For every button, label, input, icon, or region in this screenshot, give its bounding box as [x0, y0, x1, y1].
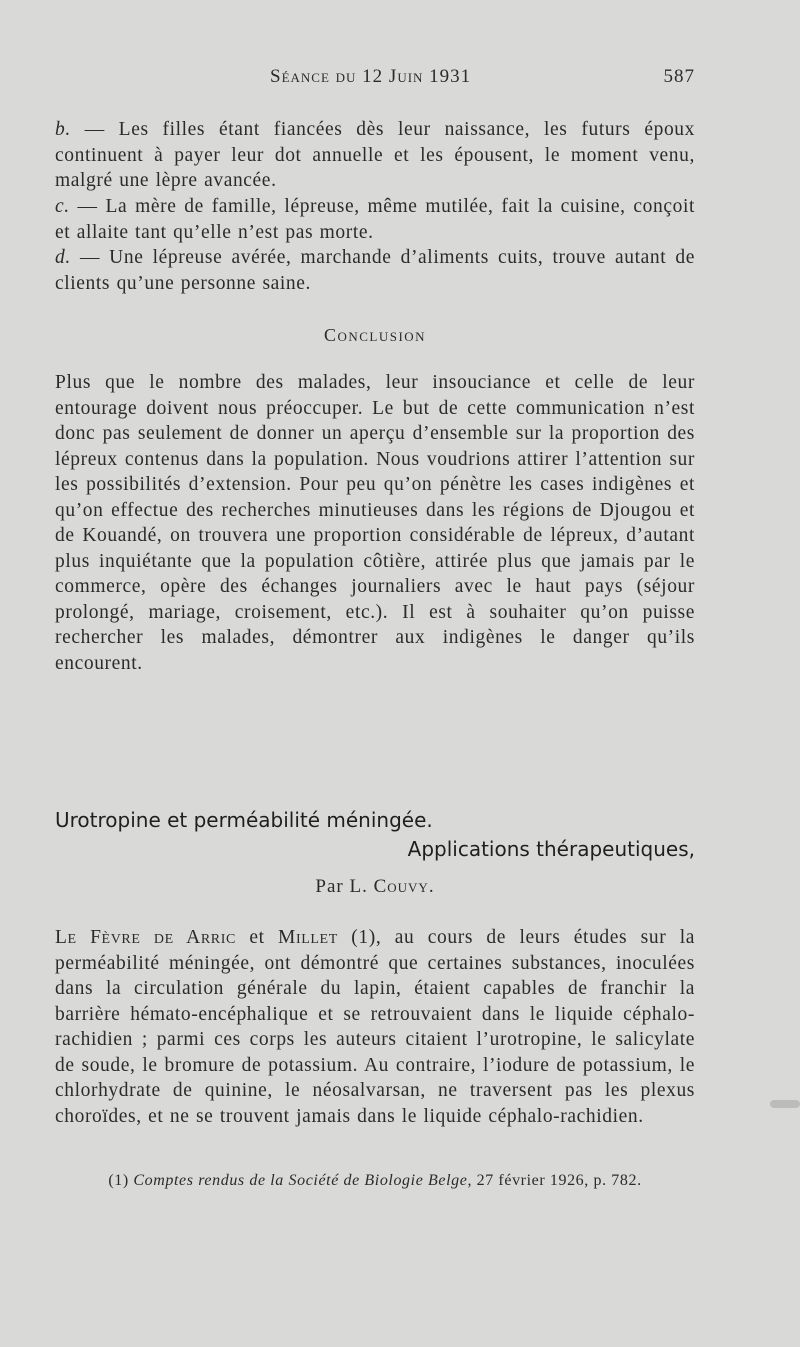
conclusion-heading: Conclusion: [323, 325, 427, 345]
item-letter: b.: [55, 119, 71, 140]
cited-and: et: [235, 927, 279, 948]
list-item-d: [55, 245, 695, 296]
article-body: [55, 925, 695, 1129]
item-text: — Les filles étant fiancées dès leur naissance, les futurs époux continuent à payer leur dot annuelle et les épousent, le moment venu, malgré une lèpre avancée.: [55, 119, 695, 191]
page-number: 587: [663, 66, 695, 87]
article-subtitle: Applications thérapeutiques,: [407, 837, 695, 861]
item-letter: c.: [55, 196, 70, 217]
footnote-details: , 27 février 1926, p. 782.: [467, 1172, 642, 1189]
list-item-b: [55, 117, 695, 194]
article-title: Urotropine et perméabilité méningée.: [55, 808, 433, 832]
byline-prefix: Par L.: [315, 876, 374, 897]
item-letter: d.: [55, 247, 71, 268]
conclusion-paragraph: Plus que le nombre des malades, leur insouciance et celle de leur entourage doivent nous préoccuper. Le but de cette communication n’est donc pas seulement de donner un aperçu d’ensemble sur la proportion des lépreux contenus dans la population. Nous voudrions attirer l’attention sur les possibilités d’extension. Pour peu qu’on pénètre les cases indigènes et qu’on effectue des recherches minutieuses dans les régions de Djougou et de Kouandé, on trouvera une proportion considérable de lépreux, d’autant plus inquiétante que la population côtière, attirée plus que jamais par le commerce, opère des échanges journaliers avec le haut pays (séjour prolongé, mariage, croisement, etc.). Il est à souhaiter qu’on puisse rechercher les malades, démontrer aux indigènes le danger qu’ils encourent.: [55, 372, 695, 674]
body-text: (1), au cours de leurs études sur la perméabilité méningée, ont démontré que certaines substances, inoculées dans la circulation générale du lapin, étaient capables de franchir la barrière hémato-encéphalique et se retrouvaient dans le liquide céphalo-rachidien ; parmi ces corps les auteurs citaient l’urotropine, le salicylate de soude, le bromure de potassium. Au contraire, l’iodure de potassium, le chlorhydrate de quinine, le néosalvarsan, ne traversent pas les plexus choroïdes, et ne se trouvent jamais dans le liquide céphalo-rachidien.: [55, 927, 695, 1127]
list-item-c: [55, 194, 695, 245]
running-header: [55, 66, 695, 92]
cited-author-2: Millet: [278, 927, 338, 948]
byline-author: Couvy.: [373, 876, 435, 897]
footnote-source: Comptes rendus de la Société de Biologie Belge: [133, 1172, 468, 1189]
running-title: Séance du 12 Juin 1931: [270, 66, 472, 87]
footnote: [55, 1172, 695, 1190]
cited-authors: Le Fèvre de Arric: [55, 927, 236, 948]
footnote-marker: (1): [108, 1172, 134, 1189]
byline: [55, 876, 695, 898]
item-text: — La mère de famille, lépreuse, même mutilée, fait la cuisine, conçoit et allaite tant qu’elle n’est pas morte.: [55, 196, 695, 243]
paper-smudge: [770, 1100, 800, 1108]
item-text: — Une lépreuse avérée, marchande d’aliments cuits, trouve autant de clients qu’une personne saine.: [55, 247, 695, 294]
